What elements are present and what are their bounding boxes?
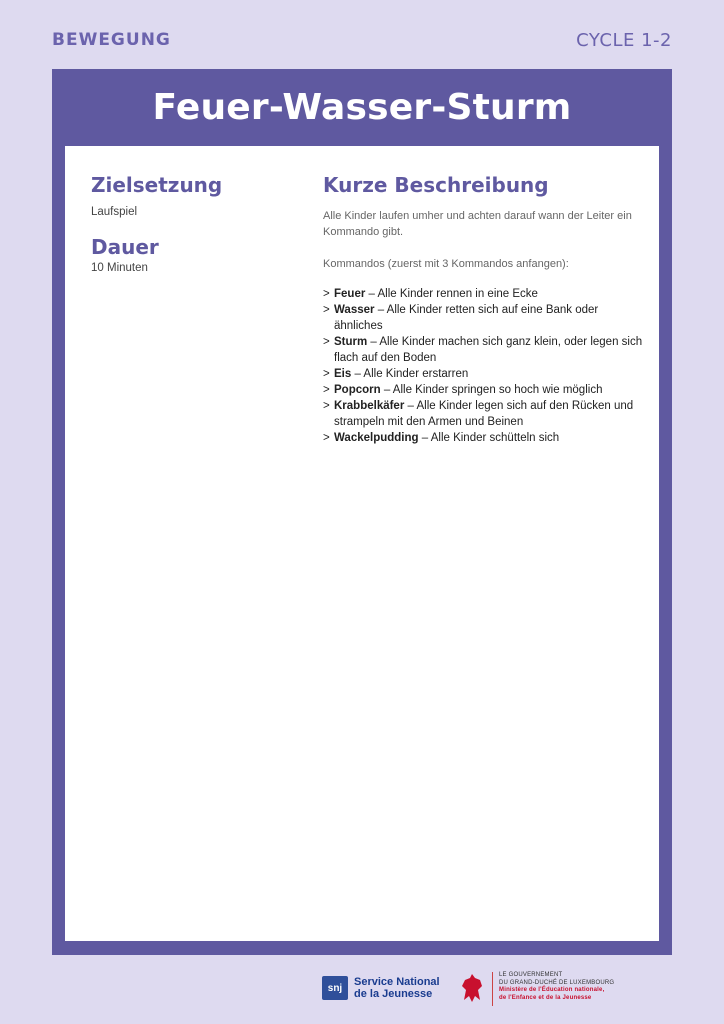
commands-intro: Kommandos (zuerst mit 3 Kommandos anfangen): bbox=[323, 258, 569, 270]
duration-text: 10 Minuten bbox=[91, 262, 148, 274]
arrow-icon: > bbox=[323, 432, 330, 444]
command-item bbox=[323, 302, 643, 334]
gov-line-2: DU GRAND-DUCHÉ DE LUXEMBOURG bbox=[499, 979, 615, 986]
goal-heading: Zielsetzung bbox=[91, 173, 223, 197]
command-text: – Alle Kinder legen sich auf den Rücken und strampeln mit den Armen und Beinen bbox=[334, 400, 634, 428]
arrow-icon: > bbox=[323, 304, 330, 316]
arrow-icon: > bbox=[323, 400, 330, 412]
page-title: Feuer-Wasser-Sturm bbox=[152, 87, 572, 128]
command-text: – Alle Kinder erstarren bbox=[351, 368, 469, 380]
command-item bbox=[323, 382, 643, 398]
command-name: Sturm bbox=[334, 336, 368, 348]
government-text bbox=[499, 972, 614, 1002]
description-line-2: Kommando gibt. bbox=[323, 226, 404, 238]
arrow-icon: > bbox=[323, 368, 330, 380]
snj-logo-icon: snj bbox=[322, 976, 348, 1000]
command-text: – Alle Kinder springen so hoch wie möglich bbox=[380, 384, 603, 396]
description-line-1: Alle Kinder laufen umher und achten darauf wann der Leiter ein bbox=[323, 210, 632, 222]
activity-card bbox=[52, 69, 672, 955]
command-text: – Alle Kinder machen sich ganz klein, oder legen sich flach auf den Boden bbox=[334, 336, 643, 364]
description-text bbox=[323, 208, 643, 240]
snj-line-1: Service National bbox=[354, 976, 440, 988]
right-column bbox=[323, 172, 643, 446]
command-name: Popcorn bbox=[334, 384, 381, 396]
command-item bbox=[323, 334, 643, 366]
command-text: – Alle Kinder rennen in eine Ecke bbox=[365, 288, 538, 300]
category-label: BEWEGUNG bbox=[52, 30, 171, 50]
command-text: – Alle Kinder retten sich auf eine Bank oder ähnliches bbox=[334, 304, 599, 332]
gov-line-3: Ministère de l'Éducation nationale, bbox=[499, 987, 605, 993]
lion-crest-icon bbox=[458, 972, 486, 1004]
description-heading: Kurze Beschreibung bbox=[323, 173, 549, 197]
arrow-icon: > bbox=[323, 288, 330, 300]
government-logo-block bbox=[458, 972, 614, 1006]
command-name: Eis bbox=[334, 368, 352, 380]
command-name: Feuer bbox=[334, 288, 366, 300]
cycle-label: CYCLE 1-2 bbox=[576, 30, 672, 51]
command-name: Krabbelkäfer bbox=[334, 400, 405, 412]
goal-text: Laufspiel bbox=[91, 206, 138, 218]
logo-divider bbox=[492, 972, 493, 1006]
commands-list bbox=[323, 286, 643, 446]
snj-name bbox=[354, 976, 440, 1000]
content-panel bbox=[65, 146, 659, 941]
gov-line-4: de l'Enfance et de la Jeunesse bbox=[499, 994, 592, 1001]
gov-line-1: LE GOUVERNEMENT bbox=[499, 972, 563, 978]
snj-logo-block bbox=[322, 976, 440, 1000]
command-item bbox=[323, 366, 643, 382]
left-column bbox=[91, 172, 291, 276]
duration-heading: Dauer bbox=[91, 235, 159, 259]
command-item bbox=[323, 286, 643, 302]
snj-line-2: de la Jeunesse bbox=[354, 988, 433, 1000]
command-item bbox=[323, 398, 643, 430]
page-header bbox=[52, 30, 672, 54]
footer bbox=[0, 970, 724, 1010]
command-item bbox=[323, 430, 643, 446]
command-name: Wasser bbox=[334, 304, 375, 316]
command-name: Wackelpudding bbox=[334, 432, 419, 444]
command-text: – Alle Kinder schütteln sich bbox=[418, 432, 560, 444]
arrow-icon: > bbox=[323, 384, 330, 396]
arrow-icon: > bbox=[323, 336, 330, 348]
